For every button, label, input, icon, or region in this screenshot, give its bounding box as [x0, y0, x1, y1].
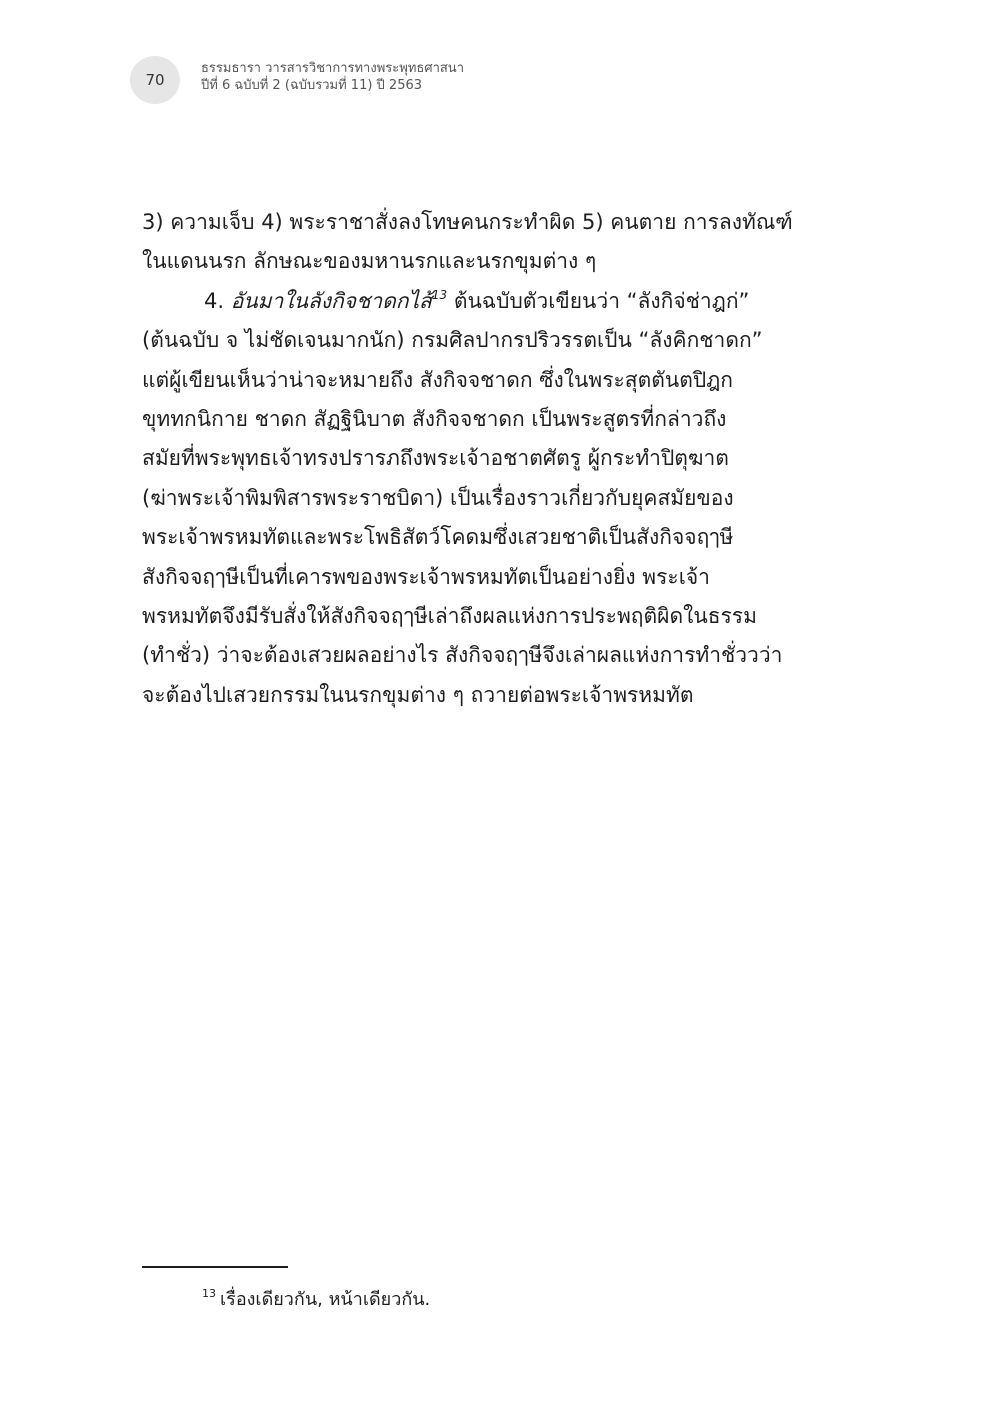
page-number: 70: [145, 71, 165, 89]
page-number-badge: [130, 56, 180, 104]
text-line: พรหมทัตจึงมีรับสั่งให้สังกิจจฤๅษีเล่าถึงผลแห่งการประพฤติผิดในธรรม: [142, 603, 757, 628]
text-line: สมัยที่พระพุทธเจ้าทรงปรารภถึงพระเจ้าอชาตศัตรู ผู้กระทำปิตุฆาต: [142, 446, 729, 471]
footnote-text: เรื่องเดียวกัน, หน้าเดียวกัน.: [220, 1289, 431, 1310]
footnote-marker: 13: [202, 1287, 216, 1300]
paragraph-start-line: [142, 282, 862, 321]
footnote-divider: [142, 1266, 288, 1268]
text-line: ในแดนนรก ลักษณะของมหานรกและนรกขุมต่าง ๆ: [142, 249, 597, 274]
journal-title: ธรรมธารา วารสารวิชาการทางพระพุทธศาสนา: [201, 61, 464, 76]
footnote: [202, 1287, 430, 1313]
text-line: แต่ผู้เขียนเห็นว่าน่าจะหมายถึง สังกิจจชาดก ซึ่งในพระสุตตันตปิฎก: [142, 367, 734, 392]
item-number: 4.: [204, 288, 231, 313]
text-segment: ต้นฉบับตัวเขียนว่า “ลังกิจ่ช่าฎก่”: [447, 288, 750, 313]
text-line: สังกิจจฤๅษีเป็นที่เคารพของพระเจ้าพรหมทัตเป็นอย่างยิ่ง พระเจ้า: [142, 564, 710, 589]
body-text: [142, 203, 862, 715]
text-line: (ทำชั่ว) ว่าจะต้องเสวยผลอย่างไร สังกิจจฤๅษีจึงเล่าผลแห่งการทำชั่ววว่า: [142, 643, 783, 668]
running-head: [201, 60, 464, 94]
text-line: 3) ความเจ็บ 4) พระราชาสั่งลงโทษคนกระทำผิด 5) คนตาย การลงทัณฑ์: [142, 210, 793, 234]
footnote-reference: 13: [431, 287, 448, 302]
text-line: จะต้องไปเสวยกรรมในนรกขุมต่าง ๆ ถวายต่อพระเจ้าพรหมทัต: [142, 682, 694, 707]
text-line: (ฆ่าพระเจ้าพิมพิสารพระราชบิดา) เป็นเรื่องราวเกี่ยวกับยุคสมัยของ: [142, 485, 734, 510]
italic-title: อันมาในลังกิจชาดกไส้: [230, 288, 432, 313]
text-line: (ต้นฉบับ จ ไม่ชัดเจนมากนัก) กรมศิลปากรปริวรรตเป็น “ลังคิกชาดก”: [142, 328, 763, 353]
text-line: ขุททกนิกาย ชาดก สัฏฐินิบาต สังกิจจชาดก เป็นพระสูตรที่กล่าวถึง: [142, 406, 727, 431]
issue-info: ปีที่ 6 ฉบับที่ 2 (ฉบับรวมที่ 11) ปี 2563: [201, 78, 423, 93]
text-line: พระเจ้าพรหมทัตและพระโพธิสัตว์โคดมซึ่งเสวยชาติเป็นสังกิจจฤๅษี: [142, 525, 734, 550]
